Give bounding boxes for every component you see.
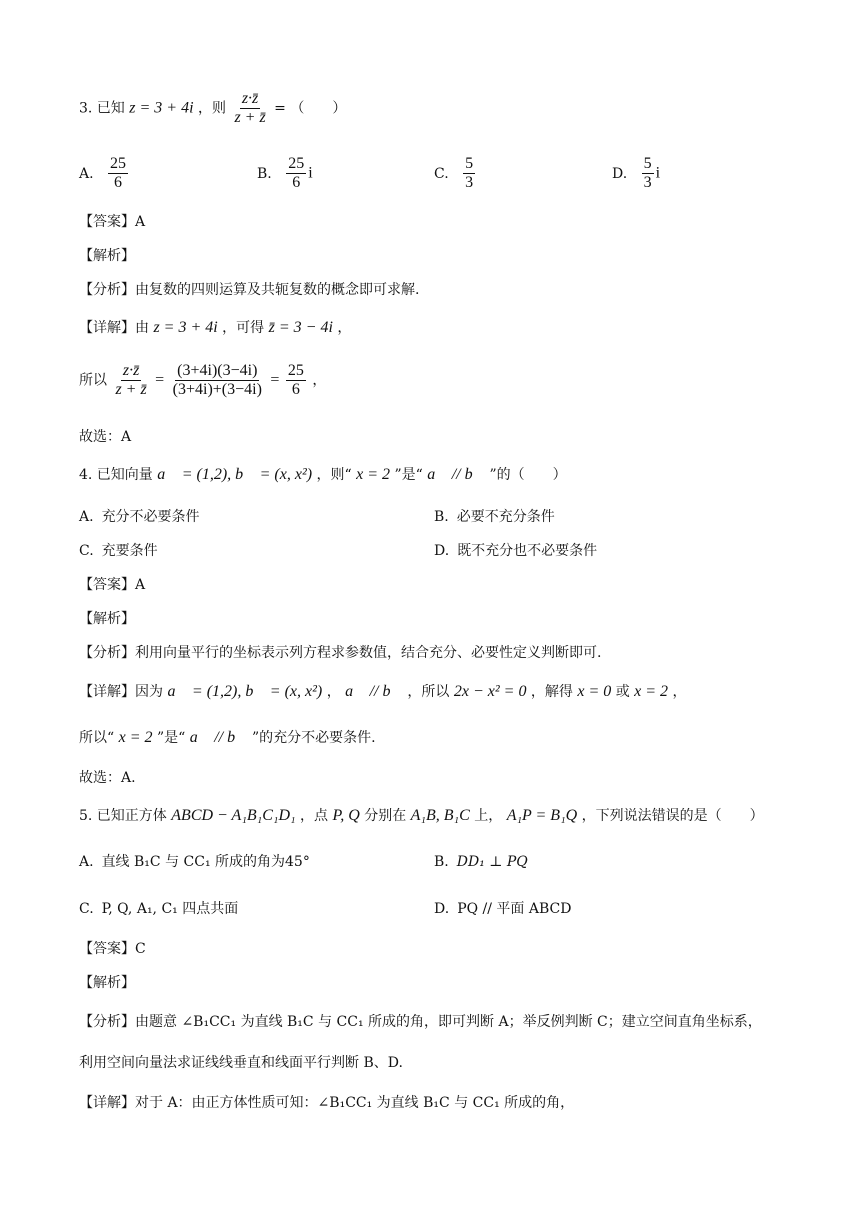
option-fraction [108,155,128,192]
q4-stem-mid2: ”是“ [394,467,423,483]
q3-frac-num: z·z̄ [241,90,259,107]
q4-choose: 故选：A. [79,770,136,786]
frac-num: 25 [288,155,305,172]
q4-cond: x = 2 [356,466,391,483]
q5-detail: 【详解】对于 A：由正方体性质可知：∠B₁CC₁ 为直线 B₁C 与 CC₁ 所成的角， [79,1095,575,1111]
q4-option-c [79,541,158,561]
option-text: PQ // 平面 ABCD [457,901,572,917]
q3-detail [79,318,351,338]
option-label: B. [257,165,272,182]
frac-num: 5 [643,155,652,172]
option-tail: i [308,164,313,182]
frac-num: z·z̄ [122,362,140,379]
frac-den: 6 [292,174,301,191]
q4-so-par: a⃗ // b⃗ [189,729,248,746]
q3-so-frac3 [286,362,306,399]
q3-stem [79,90,346,127]
q3-fraction [232,90,267,127]
frac-num: 5 [465,155,474,172]
q4-option-d [434,541,597,561]
q5-stem [79,806,764,826]
q4-so-prefix: 所以“ [79,730,115,746]
q3-detail-mid: ，可得 [222,320,265,336]
q3-so-frac2 [171,362,264,399]
q3-then: ，则 [197,100,226,117]
option-fraction [642,155,654,192]
q5-cube: ABCD − A₁B₁C₁D₁ [171,807,296,824]
q3-so-prefix: 所以 [79,372,107,389]
q3-detail-conj: z̄ = 3 − 4i [268,319,333,336]
option-label: D. [612,165,628,182]
q4-so-cond: x = 2 [118,729,153,746]
q3-option-c [434,155,477,192]
q4-option-a [79,507,200,527]
option-fraction [286,155,306,192]
option-label: D. [434,901,450,917]
option-label: C. [79,543,94,559]
q5-option-b [434,852,528,872]
option-text: 必要不充分条件 [456,509,555,525]
q3-stem-prefix: 3. 已知 [79,100,125,117]
q3-given: z = 3 + 4i [129,99,194,117]
option-label: A. [79,854,94,870]
q3-so-line: 所以 $\frac{z\cdot z̄}{z + z̄}$ = $\frac{(3+4i)(3-4i)}{(3+4i)+(3-4i)}$ = $\frac{25}{6}$ ， [79,362,327,398]
q4-so-mid: ”是“ [156,730,186,746]
q3-option-d [612,155,660,192]
q4-detail-vec: a⃗ = (1,2), b⃗ = (x, x²) [167,683,323,700]
q5-points: P, Q [332,807,360,824]
q3-detail-given: z = 3 + 4i [153,319,218,336]
q3-choose: 故选：A [79,429,132,445]
q4-detail-or: 或 [615,684,630,700]
q4-detail-mid3: ，解得 [530,684,573,700]
q3-answer: 【答案】A [79,214,146,230]
q4-fenxi: 【分析】利用向量平行的坐标表示列方程求参数值，结合充分、必要性定义判断即可. [79,645,602,661]
q4-stem-prefix: 4. 已知向量 [79,467,153,483]
option-text: 直线 B₁C 与 CC₁ 所成的角为45° [101,854,310,870]
frac-den: (3+4i)+(3−4i) [172,381,262,398]
q5-stem-mid: ，点 [300,808,329,824]
q3-detail-prefix: 【详解】由 [79,320,149,336]
option-fraction [463,155,475,192]
option-text: 充要条件 [101,543,158,559]
q4-detail-par: a⃗ // b⃗ [345,683,403,700]
option-text: 既不充分也不必要条件 [457,543,598,559]
frac-den: 6 [291,381,300,398]
q4-detail-eq: 2x − x² = 0 [453,683,527,700]
q5-stem-end: ，下列说法错误的是（ ） [581,808,764,824]
q3-option-a [79,155,130,192]
q3-fenxi: 【分析】由复数的四则运算及共轭复数的概念即可求解. [79,282,420,298]
frac-den: 3 [643,174,652,191]
q4-so-end: ”的充分不必要条件. [252,730,376,746]
frac-den: 6 [114,174,123,191]
q5-stem-prefix: 5. 已知正方体 [79,808,167,824]
q5-fenxi-line1: 【分析】由题意 ∠B₁CC₁ 为直线 B₁C 与 CC₁ 所成的角，即可判断 A；举反例判断 C；建立空间直角坐标系， [79,1014,762,1030]
q5-stem-mid2: 分别在 [364,808,407,824]
q3-so-end: ， [312,372,327,389]
q3-stem-suffix: = （ ） [274,100,347,117]
q3-analysis-tag: 【解析】 [79,248,135,264]
frac-num: (3+4i)(3−4i) [177,362,258,379]
q4-detail-prefix: 【详解】因为 [79,684,163,700]
q4-detail-mid: ， [326,684,341,700]
q4-detail-sol2: x = 2 [634,683,669,700]
q5-option-c [79,899,238,919]
option-label: A. [79,509,94,525]
q5-option-d [434,899,571,919]
q4-parallel: a⃗ // b⃗ [427,466,486,483]
q3-frac-den: z + z̄ [234,109,266,126]
q4-so-line [79,728,376,748]
q5-option-a [79,852,310,872]
option-tail: i [655,164,661,182]
q3-so-frac1 [113,362,148,399]
option-text: P, Q, A₁, C₁ 四点共面 [101,901,239,917]
q5-cond: A₁P = B₁Q [506,807,578,824]
q5-stem-mid3: 上， [474,808,503,824]
q4-detail [79,682,687,702]
option-label: A. [79,165,94,182]
frac-num: 25 [287,362,304,379]
option-label: B. [434,854,449,870]
q4-stem-mid: ，则“ [316,467,352,483]
q4-vectors: a⃗ = (1,2), b⃗ = (x, x²) [157,466,313,483]
option-text: DD₁ ⊥ PQ [456,854,528,870]
q5-fenxi-line2: 利用空间向量法求证线线垂直和线面平行判断 B、D. [79,1055,403,1071]
q5-lines: A₁B, B₁C [410,807,470,824]
q3-option-b [257,155,313,192]
frac-num: 25 [110,155,127,172]
q4-stem-end: ”的（ ） [489,467,567,483]
option-label: C. [434,165,449,182]
q4-detail-mid2: ，所以 [407,684,450,700]
option-label: C. [79,901,94,917]
q4-stem [79,465,567,485]
frac-den: z + z̄ [115,381,147,398]
q5-analysis-tag: 【解析】 [79,975,135,991]
option-text: 充分不必要条件 [101,509,200,525]
option-label: D. [434,543,450,559]
q3-detail-end: ， [337,320,352,336]
q4-detail-sol1: x = 0 [577,683,612,700]
q4-analysis-tag: 【解析】 [79,611,135,627]
q5-answer: 【答案】C [79,941,146,957]
q4-answer: 【答案】A [79,577,146,593]
q4-detail-end: ， [672,684,687,700]
q4-option-b [434,507,555,527]
frac-den: 3 [465,174,474,191]
option-label: B. [434,509,449,525]
